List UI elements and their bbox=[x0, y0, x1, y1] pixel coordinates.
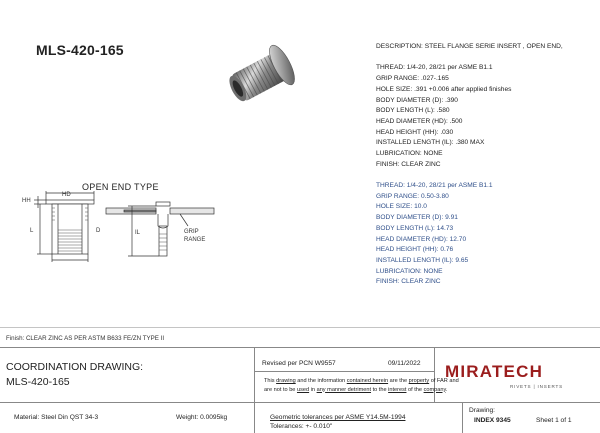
label-hd: HD bbox=[62, 192, 71, 198]
legal-text: property bbox=[408, 378, 430, 384]
spec-line-head-diameter: HEAD DIAMETER (HD): 12.70 bbox=[376, 235, 467, 243]
title-block-mid bbox=[0, 402, 600, 403]
company-logo: MIRATECH bbox=[445, 362, 544, 381]
title-block-col1 bbox=[254, 347, 255, 433]
insert-photo bbox=[222, 34, 306, 116]
label-range: RANGE bbox=[184, 237, 206, 243]
spec-line-grip-range: GRIP RANGE: 0.50-3.80 bbox=[376, 192, 449, 200]
legal-text: of FAR and are not to be bbox=[264, 378, 459, 393]
label-l: L bbox=[30, 228, 34, 234]
tolerance-standard: Geometric tolerances per ASME Y14.5M-1994 bbox=[270, 414, 406, 421]
legal-text: used bbox=[296, 386, 310, 393]
spec-line-body-diameter: BODY DIAMETER (D): .390 bbox=[376, 96, 458, 104]
legal-text: manner detriment bbox=[325, 386, 372, 393]
revision-date: 09/11/2022 bbox=[388, 360, 421, 367]
spec-line-thread: THREAD: 1/4-20, 28/21 per ASME B1.1 bbox=[376, 64, 493, 72]
legal-text: are the bbox=[388, 378, 409, 384]
legal-text: of the bbox=[406, 386, 424, 393]
spec-line-body-diameter: BODY DIAMETER (D): 9.91 bbox=[376, 214, 458, 222]
coordination-value: MLS-420-165 bbox=[6, 376, 70, 388]
spec-line-installed-length: INSTALLED LENGTH (IL): 9.65 bbox=[376, 256, 469, 264]
spec-line-finish: FINISH: CLEAR ZINC bbox=[376, 278, 441, 286]
spec-line-body-length: BODY LENGTH (L): .580 bbox=[376, 107, 450, 115]
diagram-title: OPEN END TYPE bbox=[82, 182, 159, 192]
spec-line-lubrication: LUBRICATION: NONE bbox=[376, 150, 443, 158]
spec-line-head-height: HEAD HEIGHT (HH): .030 bbox=[376, 128, 454, 136]
spec-line-thread: THREAD: 1/4-20, 28/21 per ASME B1.1 bbox=[376, 182, 493, 189]
drawing-label: Drawing: bbox=[469, 407, 496, 414]
label-grip: GRIP bbox=[184, 229, 199, 235]
legal-text: any bbox=[316, 386, 326, 393]
legal-text: contained herein bbox=[346, 378, 389, 384]
legal-text: interest bbox=[388, 386, 407, 393]
company-logo-subtitle: RIVETS | INSERTS bbox=[510, 384, 563, 389]
title-block-col3 bbox=[462, 402, 463, 433]
spec-line-head-diameter: HEAD DIAMETER (HD): .500 bbox=[376, 117, 463, 125]
revision-row-line bbox=[254, 371, 434, 372]
spec-line-body-length: BODY LENGTH (L): 14.73 bbox=[376, 224, 454, 232]
spec-line-grip-range: GRIP RANGE: .027-.165 bbox=[376, 75, 449, 83]
label-hh: HH bbox=[22, 198, 31, 204]
coordination-label: COORDINATION DRAWING: bbox=[6, 361, 144, 373]
open-end-diagram bbox=[20, 190, 230, 266]
legal-text: company bbox=[423, 386, 446, 393]
revision-note: Revised per PCN W9557 bbox=[262, 360, 336, 367]
finish-note: Finish: CLEAR ZINC AS PER ASTM B633 FE/ZN TYPE II bbox=[6, 335, 165, 342]
label-il: IL bbox=[135, 230, 141, 236]
legal-text: drawing bbox=[276, 378, 296, 384]
description-line: DESCRIPTION: STEEL FLANGE SERIE INSERT , OPEN END, bbox=[376, 43, 563, 50]
label-d: D bbox=[96, 228, 101, 234]
title-block-top bbox=[0, 347, 600, 348]
legal-notice bbox=[264, 377, 464, 394]
title-block-col2 bbox=[434, 347, 435, 403]
legal-text: and the information bbox=[295, 378, 347, 384]
legal-text: This bbox=[264, 378, 277, 384]
legal-text: . bbox=[445, 386, 448, 393]
spec-line-head-height: HEAD HEIGHT (HH): 0.76 bbox=[376, 246, 454, 254]
spec-line-lubrication: LUBRICATION: NONE bbox=[376, 267, 443, 275]
tolerance-value: Tolerances: +- 0.010" bbox=[270, 423, 333, 430]
part-number-title: MLS-420-165 bbox=[36, 42, 124, 58]
legal-text: in bbox=[309, 386, 317, 393]
sheet-number: Sheet 1 of 1 bbox=[536, 417, 572, 424]
divider bbox=[0, 327, 600, 328]
spec-metric bbox=[376, 181, 493, 288]
spec-line-installed-length: INSTALLED LENGTH (IL): .380 MAX bbox=[376, 139, 485, 147]
spec-line-finish: FINISH: CLEAR ZINC bbox=[376, 160, 441, 168]
spec-line-hole-size: HOLE SIZE: .391 +0.006 after applied finishes bbox=[376, 85, 512, 93]
material-field: Material: Steel Din QST 34-3 bbox=[14, 414, 99, 421]
spec-line-hole-size: HOLE SIZE: 10.0 bbox=[376, 203, 427, 211]
weight-field: Weight: 0.0095kg bbox=[176, 414, 228, 421]
legal-text: to the bbox=[371, 386, 389, 393]
drawing-index: INDEX 9345 bbox=[474, 417, 511, 424]
spec-imperial bbox=[376, 42, 563, 170]
